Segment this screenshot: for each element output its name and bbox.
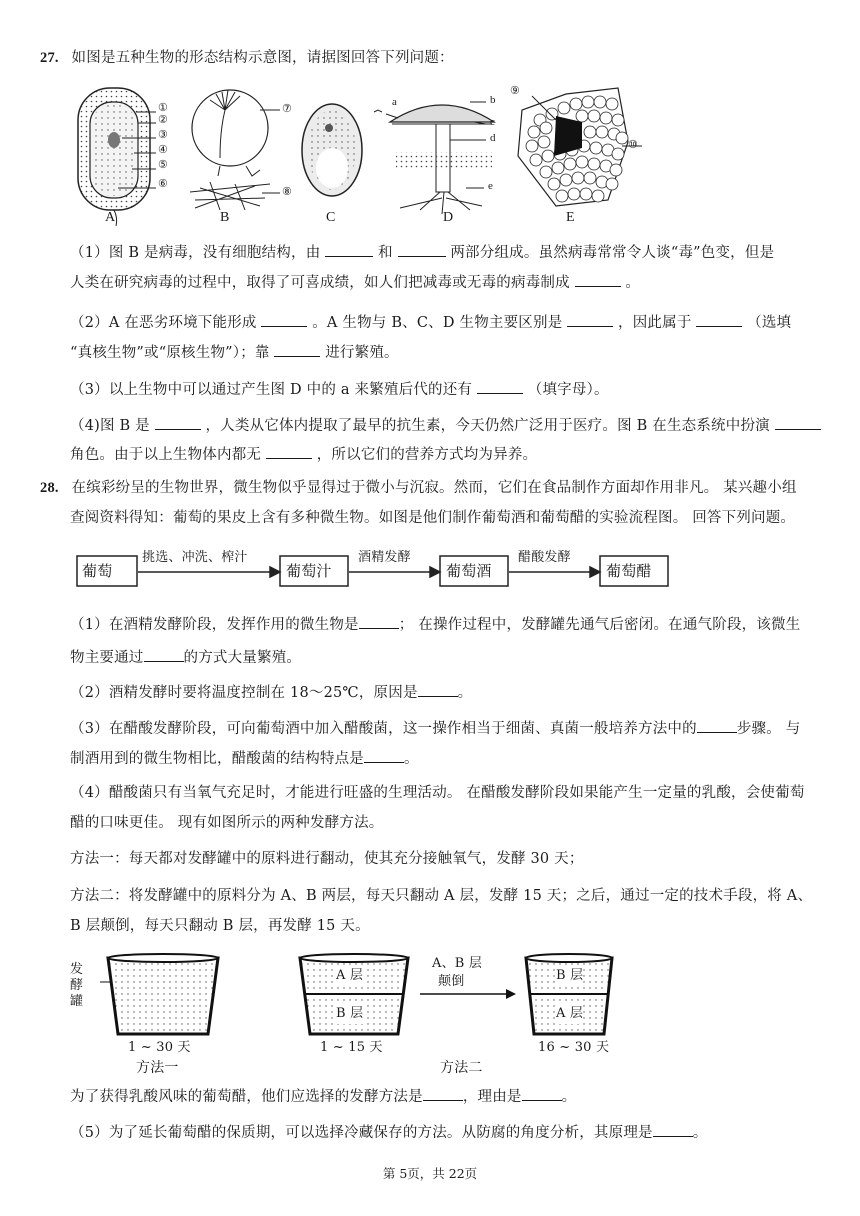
text-segment: ，人类从它体内提取了最早的抗生素，今天仍然广泛用于医疗。图 B 在生态系统中扮演 [200, 418, 775, 434]
text-segment: （选填 [742, 315, 792, 331]
answer-blank[interactable] [775, 413, 821, 430]
yeast-drawing [302, 104, 362, 196]
text-segment: 进行繁殖。 [320, 345, 399, 361]
method1-days: 1 ~ 30 天 [128, 1040, 191, 1055]
answer-blank[interactable] [696, 310, 742, 327]
marker-8: ⑧ [282, 186, 292, 198]
figure-label-e: E [566, 210, 575, 225]
text-segment: （5）为了延长葡萄醋的保质期，可以选择冷藏保存的方法。从防腐的角度分析，其原理是 [70, 1125, 653, 1141]
q27-header [40, 48, 454, 68]
marker-e: e [488, 180, 493, 192]
figure-label-a: A [105, 210, 116, 225]
q28-part2 [70, 680, 472, 703]
q28-part1-cont [70, 645, 301, 668]
text-segment: （2）A 在恶劣环境下能形成 [70, 315, 262, 331]
marker-5: ⑤ [158, 159, 168, 171]
marker-1: ① [158, 102, 168, 114]
marker-2: ② [158, 114, 168, 126]
q28-part4 [70, 783, 805, 803]
q27-number: 27. [40, 50, 59, 66]
text-segment: 和 [373, 245, 398, 261]
text-segment: 角色。由于以上生物体内都无 [70, 447, 266, 463]
text-segment: （4)图 B 是 [70, 418, 155, 434]
figure-label-c: C [326, 210, 336, 225]
text-segment: ，所以它们的营养方式均为异养。 [311, 447, 538, 463]
answer-blank[interactable] [364, 746, 404, 763]
q28-method2-cont [70, 916, 370, 936]
text-segment: 方法二：将发酵罐中的原料分为 A、B 两层，每天只翻动 A 层，发酵 15 天；之后，通过一定的技术手段，将 A、 [70, 888, 813, 904]
text-segment: ； 在操作过程中，发酵罐先通气后密闭。在通气阶段，该微生 [398, 617, 801, 633]
method2-days-2: 16 ~ 30 天 [538, 1040, 610, 1055]
q27-part2-cont [70, 340, 399, 363]
q28-part1 [70, 612, 800, 635]
marker-3: ③ [158, 129, 168, 141]
text-segment: 物主要通过 [70, 650, 144, 666]
answer-blank[interactable] [398, 240, 446, 257]
q28-number: 28. [40, 480, 59, 496]
tank-label: 发酵罐 [70, 962, 84, 1009]
flow-box-label-1: 葡萄 [82, 562, 113, 580]
mushroom-drawing [374, 102, 494, 214]
text-segment: （2）酒精发酵时要将温度控制在 18～25℃，原因是 [70, 685, 418, 701]
text-segment: 人类在研究病毒的过程中，取得了可喜成绩，如人们把减毒或无毒的病毒制成 [70, 275, 575, 291]
bacterium-drawing [78, 88, 156, 226]
q27-part4 [70, 413, 821, 436]
marker-d: d [490, 132, 496, 144]
text-segment: 步骤。 与 [736, 721, 801, 737]
answer-blank[interactable] [522, 1084, 562, 1101]
flow-arrow-label-3: 醋酸发酵 [518, 550, 571, 565]
marker-7: ⑦ [282, 103, 292, 115]
page-footer: 第 5页，共 22页 [382, 1166, 478, 1181]
figure-label-d: D [443, 210, 454, 225]
q27-part3 [70, 377, 609, 400]
marker-b: b [490, 94, 496, 106]
answer-blank[interactable] [567, 310, 613, 327]
text-segment: 。 [404, 751, 419, 767]
text-segment: ，因此属于 [613, 315, 697, 331]
layer-a-after: A 层 [556, 1004, 583, 1024]
q28-part5 [70, 1120, 707, 1143]
text-segment: 醋的口味更佳。 现有如图所示的两种发酵方法。 [70, 815, 384, 831]
text-segment: 制酒用到的微生物相比，醋酸菌的结构特点是 [70, 751, 364, 767]
q27-part1-cont [70, 270, 640, 293]
marker-10: ⑩ [628, 139, 638, 151]
text-segment: 。 [561, 1089, 577, 1105]
text-segment: B 层颠倒，每天只翻动 B 层，再发酵 15 天。 [70, 918, 370, 934]
answer-blank[interactable] [144, 645, 184, 662]
q27-part1 [70, 240, 774, 263]
answer-blank[interactable] [325, 240, 373, 257]
swap-label-2: 颠倒 [438, 974, 465, 989]
text-segment: （3）在醋酸发酵阶段，可向葡萄酒中加入醋酸菌，这一操作相当于细菌、真菌一般培养方法中的 [70, 721, 697, 737]
method1-caption: 方法一 [136, 1060, 179, 1076]
text-segment: ，理由是 [462, 1089, 522, 1105]
text-segment: （4）醋酸菌只有当氧气充足时，才能进行旺盛的生理活动。 在醋酸发酵阶段如果能产生一定量的乳酸，会使葡萄 [70, 785, 805, 801]
text-segment: 。 [692, 1125, 708, 1141]
flow-box-label-3: 葡萄酒 [446, 562, 492, 580]
q28-method2 [70, 886, 812, 906]
marker-4: ④ [158, 144, 168, 156]
text-segment: （3）以上生物中可以通过产生图 D 中的 a 来繁殖后代的还有 [70, 382, 477, 398]
answer-blank[interactable] [155, 413, 201, 430]
marker-9: ⑨ [510, 85, 520, 97]
q28-part3 [70, 716, 800, 739]
layer-b-before: B 层 [336, 1004, 363, 1024]
text-segment: 。 [457, 685, 473, 701]
answer-blank[interactable] [653, 1120, 693, 1137]
swap-label-1: A、B 层 [432, 956, 483, 971]
text-segment: “真核生物”或“原核生物”）；靠 [70, 345, 275, 361]
marker-6: ⑥ [158, 178, 168, 190]
marker-a: a [392, 96, 397, 108]
virus-drawing [518, 88, 642, 206]
bacterium-markers [158, 102, 168, 190]
answer-blank[interactable] [274, 340, 320, 357]
text-segment: 。A 生物与 B、C、D 生物主要区别是 [307, 315, 568, 331]
answer-blank[interactable] [697, 716, 737, 733]
answer-blank[interactable] [423, 1084, 463, 1101]
q27-part2 [70, 310, 791, 333]
flow-arrow-label-2: 酒精发酵 [358, 550, 411, 565]
text-segment: （1）在酒精发酵阶段，发挥作用的微生物是 [70, 617, 359, 633]
text-segment: 的方式大量繁殖。 [183, 650, 302, 666]
q28-intro-1: 在缤彩纷呈的生物世界，微生物似乎显得过于微小与沉寂。然而，它们在食品制作方面却作用非凡。 某兴趣小组 [71, 480, 797, 496]
q28-part4-cont [70, 813, 384, 833]
mold-drawing [190, 90, 280, 210]
method2-caption: 方法二 [440, 1060, 483, 1076]
answer-blank[interactable] [359, 612, 399, 629]
marker-c: c [490, 116, 495, 128]
method2-days-1: 1 ~ 15 天 [320, 1040, 383, 1055]
text-segment: 方法一：每天都对发酵罐中的原料进行翻动，使其充分接触氧气，发酵 30 天； [70, 851, 584, 867]
flow-box-label-2: 葡萄汁 [286, 562, 332, 580]
answer-blank[interactable] [418, 680, 458, 697]
text-segment: 两部分组成。虽然病毒常常令人谈“毒”色变，但是 [445, 245, 775, 261]
flow-box-label-4: 葡萄醋 [606, 562, 652, 580]
figure-label-b: B [220, 210, 230, 225]
answer-blank[interactable] [477, 377, 523, 394]
answer-blank[interactable] [261, 310, 307, 327]
layer-b-after: B 层 [556, 966, 583, 986]
tank-method-1 [108, 958, 218, 1034]
text-segment: 为了获得乳酸风味的葡萄醋，他们应选择的发酵方法是 [70, 1089, 423, 1105]
answer-blank[interactable] [266, 442, 312, 459]
q28-method1 [70, 849, 584, 869]
flow-arrow-label-1: 挑选、冲洗、榨汁 [142, 550, 248, 565]
q28-choice [70, 1084, 576, 1107]
q28-intro-2: 查阅资料得知：葡萄的果皮上含有多种微生物。如图是他们制作葡萄酒和葡萄醋的实验流程图。 回答下列问题。 [70, 510, 796, 526]
answer-blank[interactable] [575, 270, 621, 287]
text-segment: （填字母）。 [522, 382, 609, 398]
q28-part3-cont [70, 746, 419, 769]
text-segment: 。 [620, 275, 641, 291]
layer-a-before: A 层 [336, 966, 363, 986]
q27-intro: 如图是五种生物的形态结构示意图，请据图回答下列问题： [71, 50, 454, 66]
text-segment: （1）图 B 是病毒，没有细胞结构，由 [70, 245, 326, 261]
q28-header [40, 478, 797, 498]
q27-part4-cont [70, 442, 537, 465]
